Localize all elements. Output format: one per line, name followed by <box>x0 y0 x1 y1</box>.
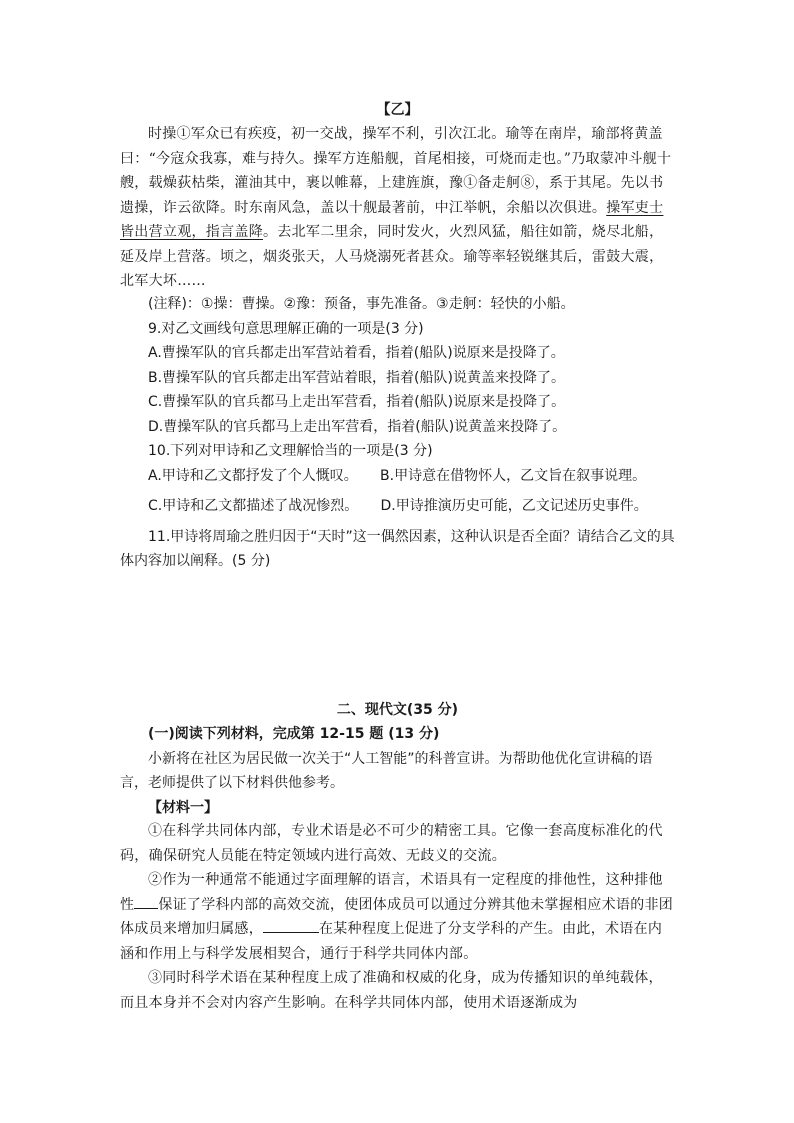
passage-paragraph <box>120 122 675 294</box>
question-9-stem: 9.对乙文画线句意思理解正确的一项是(3 分) <box>148 320 424 337</box>
question-10-options-ab <box>120 464 675 489</box>
section-two-intro-text: 小新将在社区为居民做一次关于“人工智能”的科普宣讲。为帮助他优化宣讲稿的语言，老师提供了以下材料供他参考。 <box>120 750 653 791</box>
passage-text-before: 时操①军众已有疾疫，初一交战，操军不利，引次江北。瑜等在南岸，瑜部将黄盖曰：“今寇众我寡，难与持久。操军方连船舰，首尾相接，可烧而走也。”乃取蒙冲斗舰十艘，载燥荻枯柴，灌油其中，裹以帷幕，上建旌旗，豫①备走舸⑧，系于其尾。先以书遗操，诈云欲降。时东南风急，盖以十舰最著前，中江举帆，余船以次俱进。 <box>120 126 672 216</box>
questions-block <box>120 292 675 574</box>
underlined-sentence: 操军吏士皆出营立观，指言盖降 <box>120 199 664 240</box>
material-paragraph-3: ③同时科学术语在某种程度上成了准确和权威的化身，成为传播知识的单纯载体，而且本身并不会对内容产生影响。在科学共同体内部，使用术语逐渐成为 <box>120 970 663 1011</box>
section-two-title: 二、现代文(35 分) <box>336 702 459 718</box>
paragraph-2-part-c: 在某种程度上促进了分支学科的产生。由此，术语在内涵和作用上与科学发展相契合，通行于科学共同体内部。 <box>120 921 663 962</box>
question-9-option-c: C.曹操军队的官兵都马上走出军营看，指着(船队)说原来是投降了。 <box>148 394 566 410</box>
section-two-intro <box>120 722 675 820</box>
fill-blank-2 <box>263 918 319 933</box>
question-10-option-d: D.甲诗推演历史可能，乙文记述历史事件。 <box>380 498 648 514</box>
question-9-option-b: B.曹操军队的官兵都走出军营站着眼，指着(船队)说黄盖来投降了。 <box>148 369 565 386</box>
fill-blank-1 <box>134 894 158 909</box>
paragraph-2-part-a: ②作为一种通常不能通过字面理解的语言，术语具有一定程度的排他性，这种排他性 <box>120 872 663 913</box>
question-10-option-c: C.甲诗和乙文都描述了战况惨烈。 <box>148 498 359 514</box>
material-one-text <box>120 819 675 1015</box>
material-paragraph-2 <box>120 868 675 966</box>
material-paragraph-1: ①在科学共同体内部，专业术语是必不可少的精密工具。它像一套高度标准化的代码，确保研究人员能在特定领域内进行高效、无歧义的交流。 <box>120 823 663 864</box>
section-yi-title: 【乙】 <box>376 102 419 118</box>
question-10-option-b: B.甲诗意在借物怀人，乙文旨在叙事说理。 <box>380 467 647 484</box>
question-10-option-a: A.甲诗和乙文都抒发了个人慨叹。 <box>148 467 358 484</box>
material-one-label: 【材料一】 <box>148 799 218 816</box>
question-11-stem: 11.甲诗将周瑜之胜归因于“天时”这一偶然因素，这种认识是否全面？请结合乙文的具体内容加以阐释。(5 分) <box>120 528 675 569</box>
question-9-option-d: D.曹操军队的官兵都马上走出军营看，指着(船队)说黄盖来投降了。 <box>148 418 567 435</box>
section-yi-passage <box>120 122 675 294</box>
annotation-note: (注释)：①操：曹操。②豫：预备，事先准备。③走舸：轻快的小船。 <box>148 296 575 312</box>
question-10-stem: 10.下列对甲诗和乙文理解恰当的一项是(3 分) <box>148 443 433 459</box>
question-10-options-cd <box>120 494 675 519</box>
paragraph-2-part-b: 保证了学科内部的高效交流，使团体成员可以通过分辨其他未掌握相应术语的非团体成员来增加归属感， <box>120 896 674 937</box>
question-9-option-a: A.曹操军队的官兵都走出军营站着看，指着(船队)说原来是投降了。 <box>148 345 565 361</box>
section-two-subtitle: (一)阅读下列材料，完成第 12-15 题 (13 分) <box>148 726 440 742</box>
passage-text-after: 。去北军二里余，同时发火，火烈风猛，船往如箭，烧尽北船，延及岸上营落。顷之，烟炎张天，人马烧溺死者甚众。瑜等率轻锐继其后，雷鼓大震，北军大坏…… <box>120 224 664 289</box>
